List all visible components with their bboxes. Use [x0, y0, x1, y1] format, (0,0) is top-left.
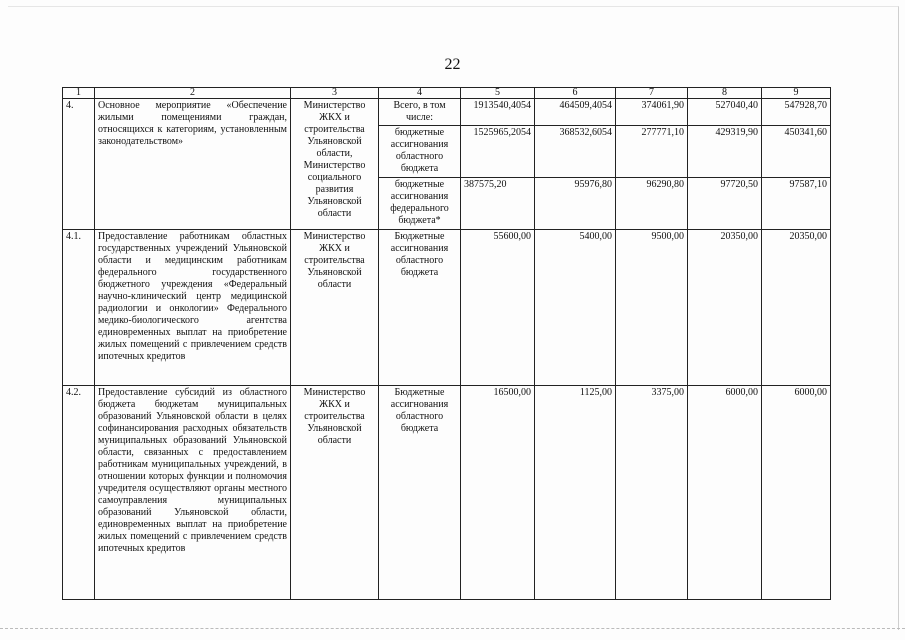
value-col8: 97720,50 [688, 178, 762, 230]
value-col7: 9500,00 [616, 230, 688, 386]
row-department: Министерство ЖКХ и строительства Ульяновской области [291, 386, 379, 600]
value-col7: 374061,90 [616, 99, 688, 126]
value-col9: 547928,70 [762, 99, 831, 126]
table-row [63, 230, 831, 386]
value-col9: 97587,10 [762, 178, 831, 230]
table-row [63, 386, 831, 600]
header-cell: 1 [63, 88, 95, 99]
row-number: 4.1. [63, 230, 95, 386]
header-cell: 7 [616, 88, 688, 99]
row-funding-source: бюджетные ассигнования областного бюджета [379, 126, 461, 178]
value-col5: 1525965,2054 [461, 126, 535, 178]
header-cell: 4 [379, 88, 461, 99]
row-description: Основное мероприятие «Обеспечение жилыми помещениями граждан, относящихся к категориям, установленным законодательством» [95, 99, 291, 230]
value-col8: 6000,00 [688, 386, 762, 600]
value-col9: 20350,00 [762, 230, 831, 386]
budget-table [62, 87, 831, 600]
row-funding-source: бюджетные ассигнования федерального бюджета* [379, 178, 461, 230]
row-description: Предоставление субсидий из областного бюджета бюджетам муниципальных образований Ульяновской области в целях софинансирования расходных обязательств муниципальных образований Ульяновской области, связанных с предоставлением работникам муниципальных учреждений, в отношении которых функции и полномочия учредителя осуществляют органы местного самоуправления муниципальных образований Ульяновской области, единовременных выплат на приобретение жилых помещений с привлечением средств ипотечных кредитов [95, 386, 291, 600]
value-col8: 527040,40 [688, 99, 762, 126]
value-col6: 464509,4054 [535, 99, 616, 126]
value-col7: 96290,80 [616, 178, 688, 230]
header-row [63, 88, 831, 99]
header-cell: 8 [688, 88, 762, 99]
row-description: Предоставление работникам областных государственных учреждений Ульяновской области и медицинским работникам федерального государственного бюджетного учреждения «Федеральный научно-клинический центр медицинской радиологии и онкологии» Федерального медико-биологического агентства единовременных выплат на приобретение жилых помещений с привлечением средств ипотечных кредитов [95, 230, 291, 386]
value-col7: 277771,10 [616, 126, 688, 178]
value-col6: 368532,6054 [535, 126, 616, 178]
value-col7: 3375,00 [616, 386, 688, 600]
row-number: 4. [63, 99, 95, 230]
row-department: Министерство ЖКХ и строительства Ульяновской области [291, 230, 379, 386]
table-row [63, 99, 831, 126]
row-department: Министерство ЖКХ и строительства Ульяновской области, Министерство социального развития Ульяновской области [291, 99, 379, 230]
row-funding-source: Бюджетные ассигнования областного бюджета [379, 386, 461, 600]
value-col5: 1913540,4054 [461, 99, 535, 126]
header-cell: 2 [95, 88, 291, 99]
row-funding-source: Бюджетные ассигнования областного бюджета [379, 230, 461, 386]
value-col6: 5400,00 [535, 230, 616, 386]
header-cell: 5 [461, 88, 535, 99]
header-cell: 9 [762, 88, 831, 99]
scan-edge [0, 628, 905, 631]
page-number: 22 [444, 56, 461, 73]
value-col8: 429319,90 [688, 126, 762, 178]
value-col6: 1125,00 [535, 386, 616, 600]
row-funding-source: Всего, в том числе: [379, 99, 461, 126]
value-col5: 55600,00 [461, 230, 535, 386]
value-col9: 450341,60 [762, 126, 831, 178]
row-number: 4.2. [63, 386, 95, 600]
header-cell: 6 [535, 88, 616, 99]
value-col5: 387575,20 [461, 178, 535, 230]
value-col9: 6000,00 [762, 386, 831, 600]
value-col5: 16500,00 [461, 386, 535, 600]
header-cell: 3 [291, 88, 379, 99]
value-col6: 95976,80 [535, 178, 616, 230]
value-col8: 20350,00 [688, 230, 762, 386]
